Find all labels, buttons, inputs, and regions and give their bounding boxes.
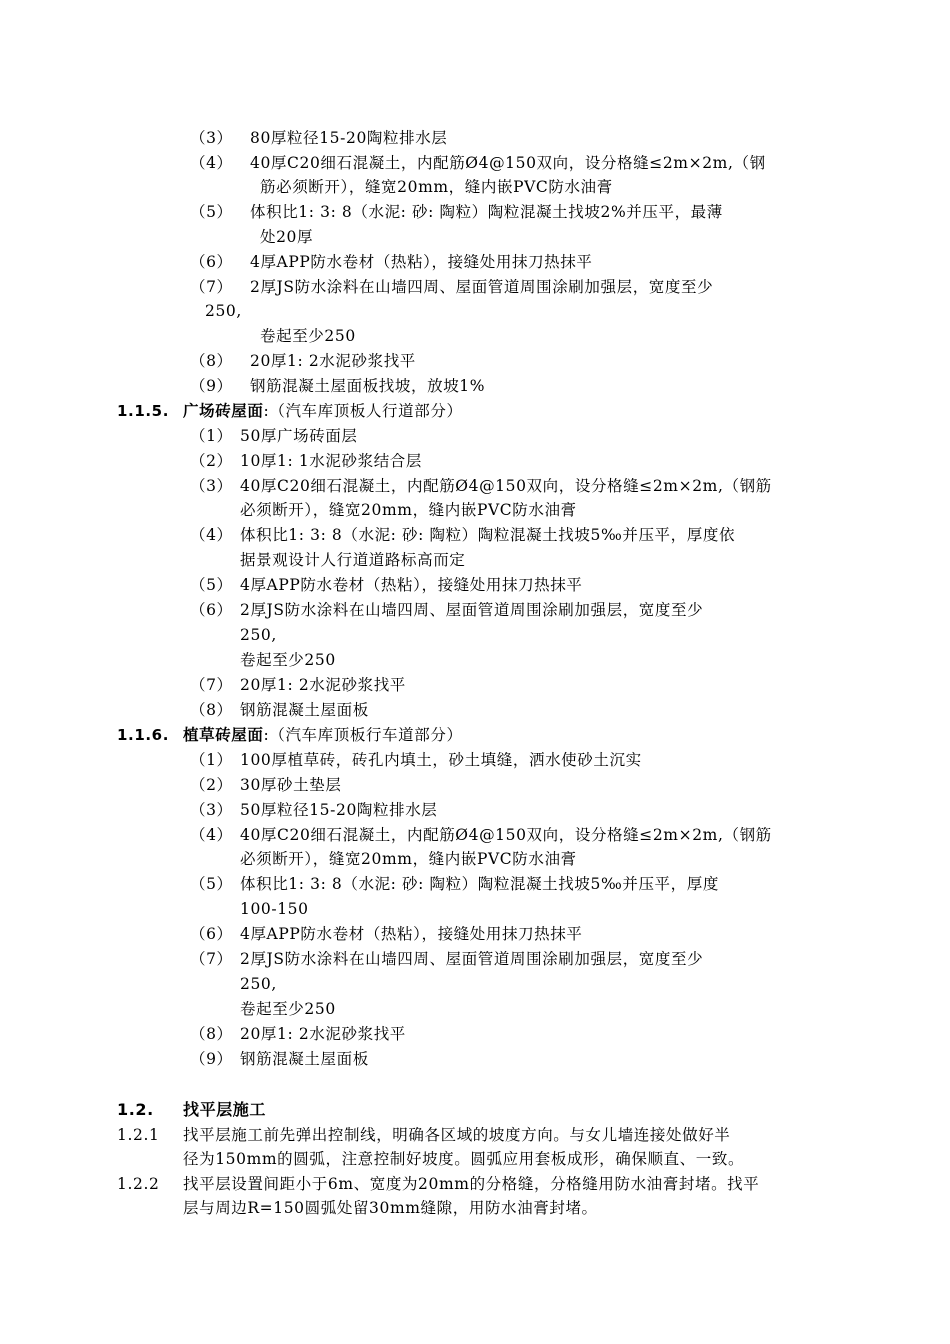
item-number: （6） [190,253,233,271]
list-item [190,600,703,620]
item-number: （2） [190,452,233,470]
item-number: （8） [190,1025,233,1043]
item-text: 40厚C20细石混凝土，内配筋Ø4@150双向，设分格缝≤2m×2m,（钢筋 [240,477,772,495]
item-text-continued: 处20厚 [260,228,314,246]
paragraph-text: 找平层设置间距小于6m、宽度为20mm的分格缝，分格缝用防水油膏封堵。找平 [183,1175,760,1193]
paragraph [117,1174,759,1194]
item-number: （4） [190,154,233,172]
item-number: （8） [190,701,233,719]
section-heading [117,725,463,745]
item-text-continued: 100-150 [240,900,309,918]
section-number: 1.1.6. [117,726,170,744]
item-text: 4厚APP防水卷材（热粘），接缝处用抹刀热抹平 [240,576,583,594]
item-text: 20厚1: 2水泥砂浆找平 [240,676,406,694]
section-subtitle: :（汽车库顶板人行道部分） [263,402,463,420]
item-text: 2厚JS防水涂料在山墙四周、屋面管道周围涂刷加强层，宽度至少 [240,950,704,968]
item-text: 10厚1: 1水泥砂浆结合层 [240,452,422,470]
item-number: （5） [190,203,233,221]
item-text-continued: 筋必须断开），缝宽20mm，缝内嵌PVC防水油膏 [260,178,613,196]
list-item [190,750,642,770]
item-number: （9） [190,377,233,395]
list-item [190,451,422,471]
paragraph-text-continued: 径为150mm的圆弧，注意控制好坡度。圆弧应用套板成形，确保顺直、一致。 [183,1150,745,1168]
item-text: 100厚植草砖，砖孔内填土，砂土填缝，洒水使砂土沉实 [240,751,642,769]
paragraph [117,1125,730,1145]
item-text-continued: 卷起至少250 [260,327,356,345]
item-text: 50厚广场砖面层 [240,427,358,445]
list-item [190,949,703,969]
item-text: 20厚1: 2水泥砂浆找平 [240,1025,406,1043]
item-text: 钢筋混凝土屋面板 [240,1050,369,1068]
section-title: 植草砖屋面 [183,725,264,744]
item-text: 2厚JS防水涂料在山墙四周、屋面管道周围涂刷加强层，宽度至少 [240,601,704,619]
item-number: （7） [190,676,233,694]
paragraph-text-continued: 层与周边R=150圆弧处留30mm缝隙，用防水油膏封堵。 [183,1199,598,1217]
section-heading [117,401,463,421]
list-item [190,1024,406,1044]
item-text-continued: 必须断开），缝宽20mm，缝内嵌PVC防水油膏 [240,501,577,519]
list-item [190,874,719,894]
item-text-continued: 250, [240,626,277,644]
item-text: 钢筋混凝土屋面板 [240,701,369,719]
item-number: （5） [190,875,233,893]
item-text-continued: 250, [240,975,277,993]
item-number: （1） [190,427,233,445]
list-item [190,1049,369,1069]
section-number: 1.2. [117,1100,154,1119]
item-number: （3） [190,801,233,819]
item-text: 体积比1: 3: 8（水泥: 砂: 陶粒）陶粒混凝土找坡5‰并压平，厚度 [240,875,719,893]
item-number: （3） [190,129,233,147]
item-text: 体积比1: 3: 8（水泥: 砂: 陶粒）陶粒混凝土找坡2%并压平，最薄 [250,203,723,221]
item-number: （6） [190,601,233,619]
item-text: 40厚C20细石混凝土，内配筋Ø4@150双向，设分格缝≤2m×2m,（钢筋 [240,826,772,844]
section-number: 1.1.5. [117,402,170,420]
item-number: （8） [190,352,233,370]
item-number: （3） [190,477,233,495]
list-item [190,376,485,396]
list-item [190,252,592,272]
paragraph-number: 1.2.1 [117,1126,160,1144]
list-item [190,476,772,496]
list-item [190,128,447,148]
item-text: 4厚APP防水卷材（热粘），接缝处用抹刀热抹平 [240,925,583,943]
item-number: （1） [190,751,233,769]
section-title: 找平层施工 [183,1100,267,1119]
section-title: 广场砖屋面 [183,401,264,420]
paragraph-number: 1.2.2 [117,1175,160,1193]
item-number: （4） [190,526,233,544]
item-text: 40厚C20细石混凝土，内配筋Ø4@150双向，设分格缝≤2m×2m,（钢 [250,154,766,172]
item-text: 2厚JS防水涂料在山墙四周、屋面管道周围涂刷加强层，宽度至少 [250,278,714,296]
list-item [190,426,358,446]
item-text: 钢筋混凝土屋面板找坡，放坡1% [250,377,486,395]
list-item [190,700,369,720]
section-subtitle: :（汽车库顶板行车道部分） [263,726,463,744]
paragraph-text: 找平层施工前先弹出控制线，明确各区域的坡度方向。与女儿墙连接处做好半 [183,1126,731,1144]
item-text: 体积比1: 3: 8（水泥: 砂: 陶粒）陶粒混凝土找坡5‰并压平，厚度依 [240,526,736,544]
item-text-continued: 必须断开），缝宽20mm，缝内嵌PVC防水油膏 [240,850,577,868]
list-item [190,351,416,371]
list-item [190,153,766,173]
item-number: （6） [190,925,233,943]
item-text: 80厚粒径15-20陶粒排水层 [250,129,448,147]
item-number: （7） [190,950,233,968]
list-item [190,575,582,595]
item-number: （4） [190,826,233,844]
list-item [190,775,341,795]
item-text: 20厚1: 2水泥砂浆找平 [250,352,416,370]
list-item [190,675,406,695]
list-item [190,825,772,845]
section-heading [117,1100,266,1120]
item-text-continued: 卷起至少250 [240,651,336,669]
item-text-continued: 卷起至少250 [240,1000,336,1018]
list-item [190,924,582,944]
list-item [190,525,735,545]
item-text: 50厚粒径15-20陶粒排水层 [240,801,438,819]
item-number: （7） [190,278,233,296]
list-item [190,800,437,820]
list-item [190,202,723,222]
item-text: 4厚APP防水卷材（热粘），接缝处用抹刀热抹平 [250,253,593,271]
item-number: （9） [190,1050,233,1068]
item-number: （2） [190,776,233,794]
item-text-continued: 据景观设计人行道道路标高而定 [240,551,466,569]
item-text-continued: 250, [205,302,242,320]
item-number: （5） [190,576,233,594]
item-text: 30厚砂土垫层 [240,776,342,794]
list-item [190,277,713,297]
